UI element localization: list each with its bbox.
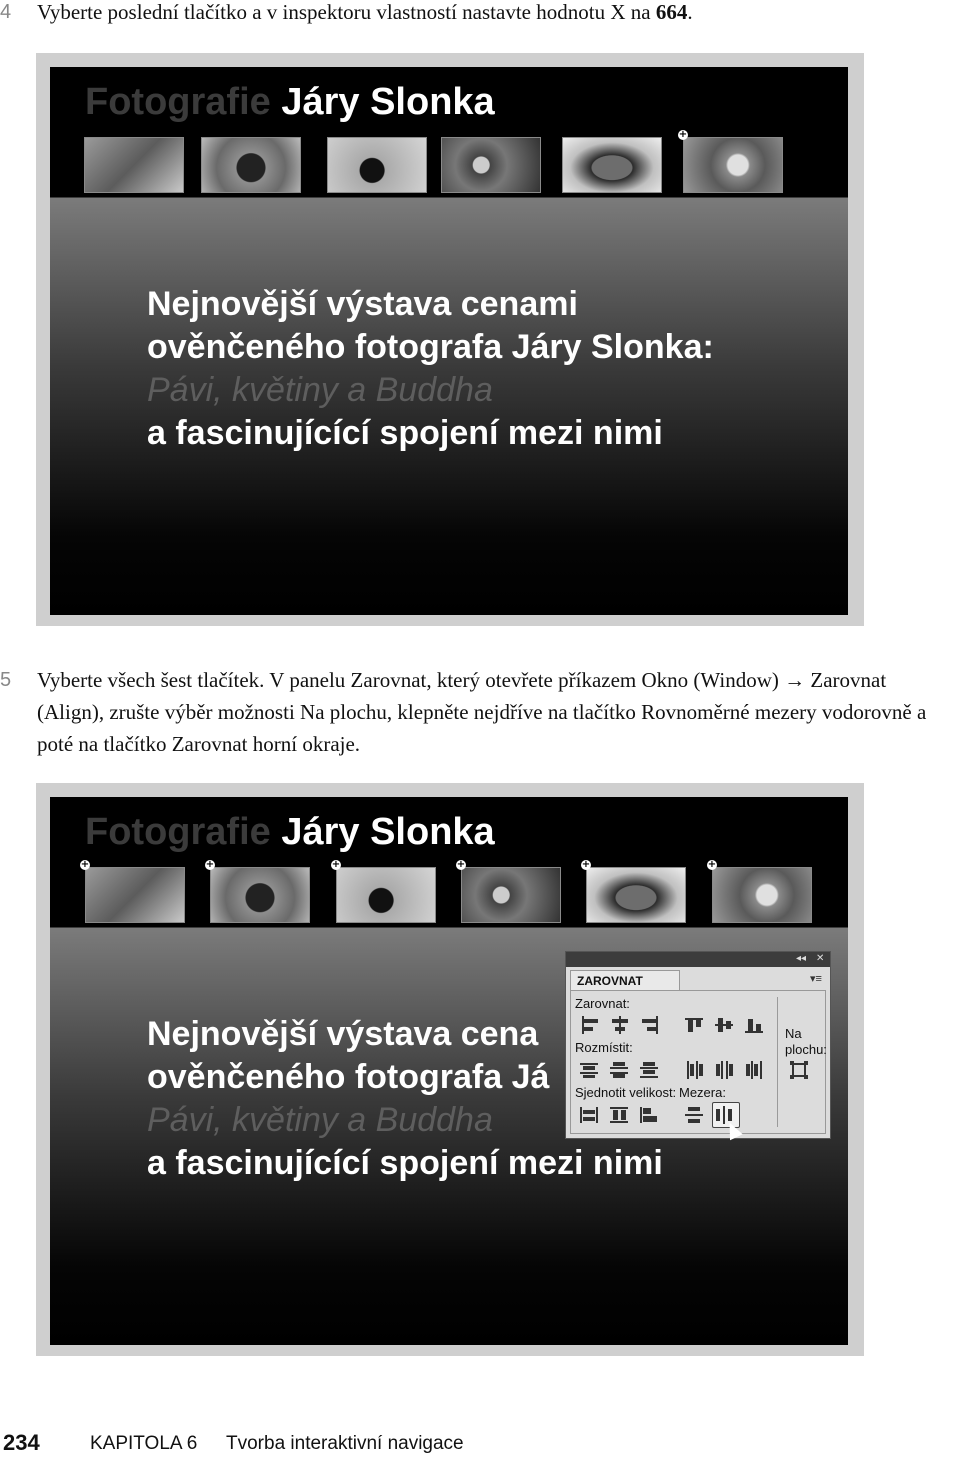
selection-handle-icon: + (678, 129, 688, 140)
distribute-left-icon[interactable] (685, 1061, 705, 1079)
thumbnail-peacock-head-2[interactable] (331, 859, 436, 923)
headline: Nejnovější výstava cenami ověnčeného fotografa Járy Slonka: Pávi, květiny a Buddha a fascinujícící spojení mezi nimi (147, 285, 714, 452)
selection-handle-icon: + (80, 859, 90, 870)
thumbnail-peacock-standing[interactable] (84, 137, 184, 193)
thumbnail-peacock-head-1[interactable] (201, 137, 301, 193)
step-text: Vyberte všech šest tlačítek. V panelu Zarovnat, který otevřete příkazem Okno (Window) → Zarovnat (Align), zrušte výběr možnosti Na plochu, klepněte nejdříve na tlačítko Rovnoměrné mezery vodorovně a poté na tlačítko Zarovnat horní okraje. (37, 668, 927, 756)
thumbnail-peacock-head-2[interactable] (327, 137, 427, 193)
space-evenly-vertically-icon[interactable] (685, 1106, 705, 1124)
selection-handle-icon: + (205, 859, 215, 870)
to-stage-label: Na plochu: (785, 1026, 827, 1057)
selection-handle-icon: + (581, 859, 591, 870)
selection-handle-icon: + (331, 859, 341, 870)
thumbnail-thistle-flower[interactable] (707, 859, 812, 923)
match-height-icon[interactable] (610, 1106, 630, 1124)
screenshot-2 (36, 783, 864, 1356)
chapter-title: Tvorba interaktivní navigace (226, 1433, 464, 1454)
thumbnail-peacock-head-1[interactable] (205, 859, 310, 923)
distribute-bottom-icon[interactable] (640, 1061, 660, 1079)
close-icon[interactable]: ✕ (816, 953, 825, 964)
chapter-label: KAPITOLA 6 (90, 1433, 198, 1454)
panel-divider (777, 997, 778, 1127)
match-size-label: Sjednotit velikost: (575, 1085, 677, 1100)
distribute-right-icon[interactable] (745, 1061, 765, 1079)
selection-handle-icon: + (707, 859, 717, 870)
align-horizontal-centers-icon[interactable] (610, 1016, 630, 1034)
thumbnail-buddha[interactable] (581, 859, 686, 923)
thumbnail-peacock-standing[interactable] (80, 859, 185, 923)
align-label: Zarovnat: (575, 996, 630, 1011)
align-right-edges-icon[interactable] (640, 1016, 660, 1034)
distribute-top-icon[interactable] (580, 1061, 600, 1079)
panel-menu-icon[interactable]: ▾≡ (810, 973, 822, 985)
thumbnail-buddha[interactable] (562, 137, 662, 193)
thumbnail-thistle-flower[interactable] (678, 129, 783, 193)
step-number: 5 (0, 669, 12, 691)
distribute-label: Rozmístit: (575, 1040, 633, 1055)
align-panel (565, 951, 831, 1139)
space-label: Mezera: (679, 1085, 726, 1100)
panel-body (570, 990, 826, 1134)
tab-align[interactable]: ZAROVNAT (570, 970, 680, 990)
step-text: Vyberte poslední tlačítko a v inspektoru vlastností nastavte hodnotu X na 664. (37, 0, 693, 24)
thumbnail-flowers[interactable] (456, 859, 561, 923)
align-vertical-centers-icon[interactable] (715, 1016, 735, 1034)
site-title: Fotografie Járy Slonka (85, 811, 495, 853)
align-left-edges-icon[interactable] (580, 1016, 600, 1034)
distribute-vertical-centers-icon[interactable] (610, 1061, 630, 1079)
match-width-icon[interactable] (580, 1106, 600, 1124)
selection-handle-icon: + (456, 859, 466, 870)
step-number: 4 (0, 1, 12, 23)
collapse-icon[interactable]: ◂◂ (796, 953, 807, 964)
distribute-horizontal-centers-icon[interactable] (715, 1061, 735, 1079)
page-number: 234 (3, 1430, 40, 1455)
panel-titlebar[interactable] (566, 952, 830, 967)
headline: Nejnovější výstava cena ověnčeného fotografa Já Pávi, květiny a Buddha a fascinujícící spojení mezi nimi (147, 1015, 663, 1182)
align-top-edges-icon[interactable] (685, 1016, 705, 1034)
to-stage-toggle-icon[interactable] (790, 1061, 810, 1079)
thumbnail-flowers[interactable] (441, 137, 541, 193)
stage-preview (50, 67, 848, 615)
screenshot-1 (36, 53, 864, 626)
align-bottom-edges-icon[interactable] (745, 1016, 765, 1034)
site-title: Fotografie Járy Slonka (85, 81, 495, 123)
stage-preview (50, 797, 848, 1345)
match-width-and-height-icon[interactable] (640, 1106, 660, 1124)
